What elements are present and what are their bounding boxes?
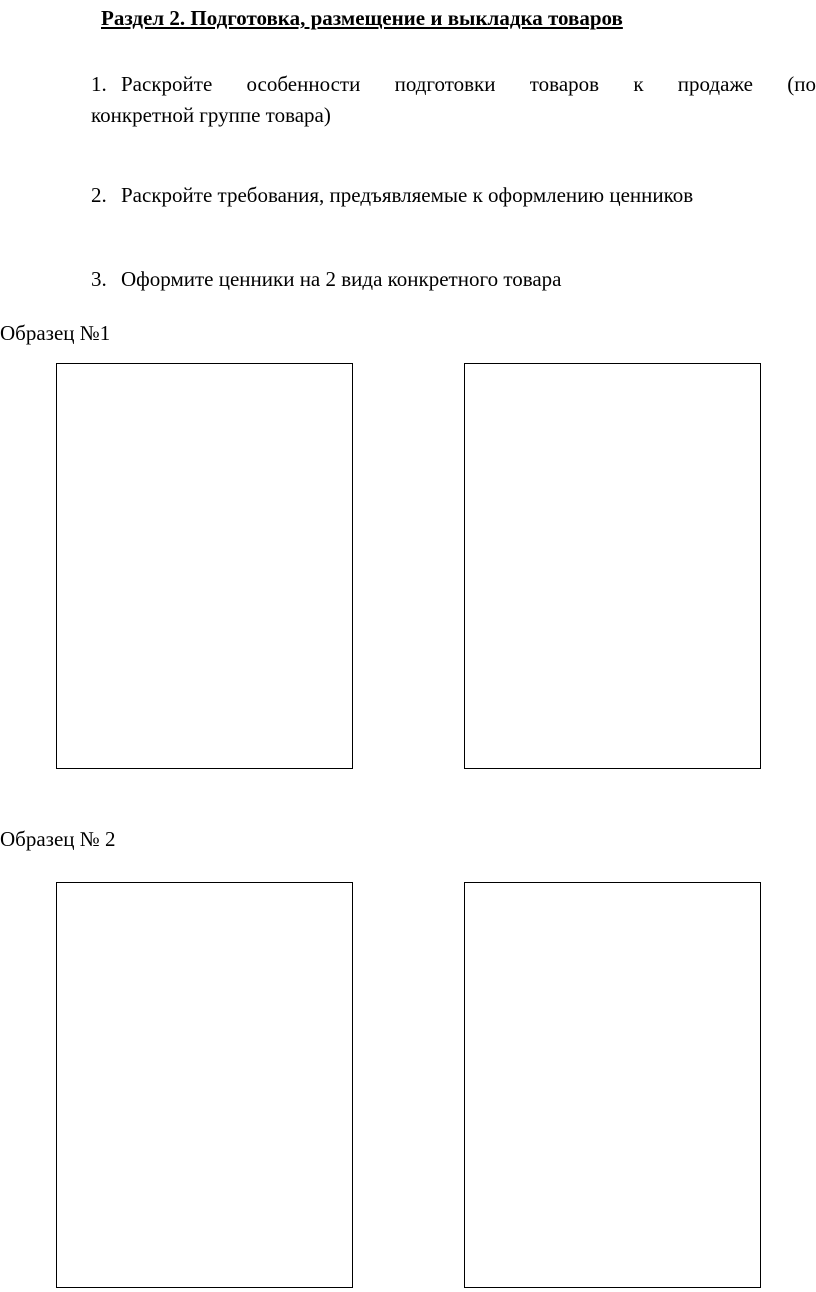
sample-1-price-tag-box-right [464,363,761,769]
task-3 [91,264,562,295]
task-1-text-line2: конкретной группе товара) [91,103,331,127]
task-3-text: Оформите ценники на 2 вида конкретного товара [121,267,562,291]
task-2-text: Раскройте требования, предъявляемые к оформлению ценников [121,183,694,207]
task-1-text-line1: Раскройте особенности подготовки товаров к продаже (по [121,72,816,96]
section-title: Раздел 2. Подготовка, размещение и выкладка товаров [101,6,623,30]
task-2 [91,180,693,211]
sample-2-price-tag-box-left [56,882,353,1288]
task-1 [91,69,816,131]
task-3-number: 3. [91,267,107,291]
sample-2-price-tag-box-right [464,882,761,1288]
task-2-number: 2. [91,183,107,207]
sample-1-label: Образец №1 [0,321,111,345]
task-1-number: 1. [91,72,107,96]
sample-1-price-tag-box-left [56,363,353,769]
task-1-first-line [91,69,816,100]
sample-2-label: Образец № 2 [0,827,116,851]
